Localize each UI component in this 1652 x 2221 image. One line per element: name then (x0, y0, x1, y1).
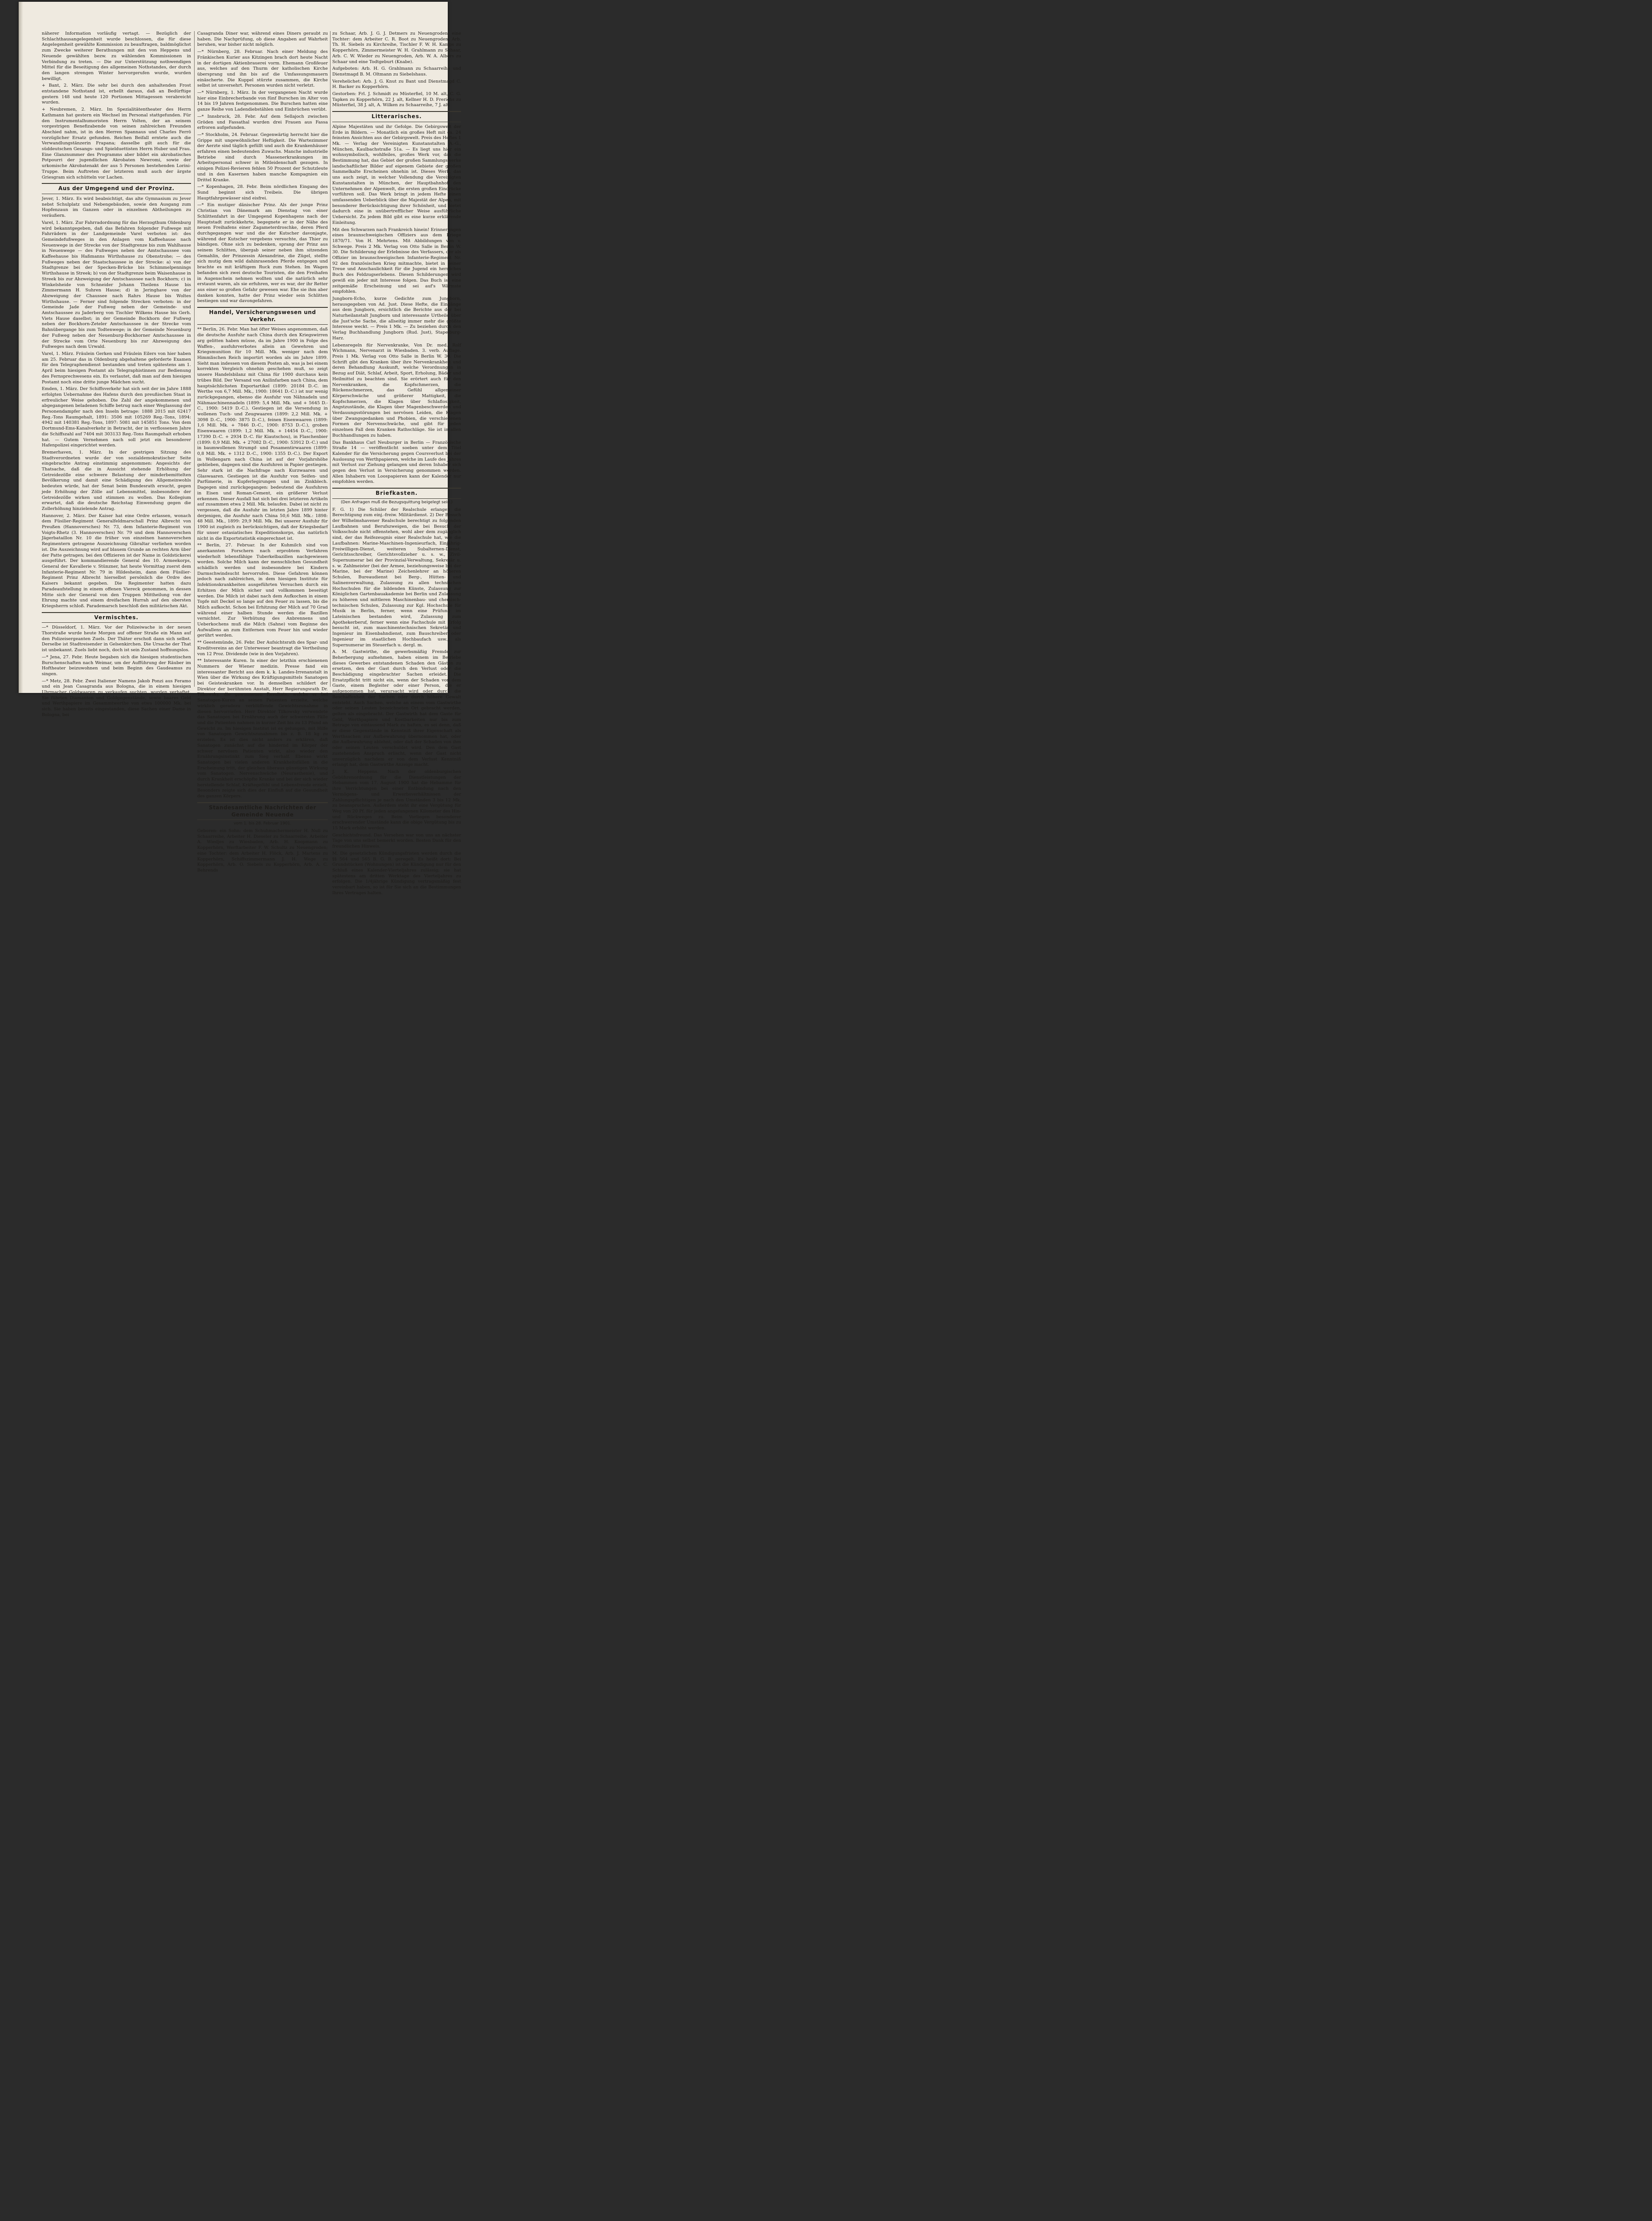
article-text: —* Jena, 27. Febr. Heute begaben sich die hiesigen studentischen Burschenschaften nach Weimar, um der Aufführung der Räuber im Hoftheater beizuwohnen und beim Beginn des Gaudeamus zu singen. (42, 654, 191, 677)
article-text: Jever, 1. März. Es wird beabsichtigt, das alte Gymnasium zu Jever nebst Schulplatz und Nebengebäuden, sowie den Ausgang zum Hopfenzaun im Ganzen oder in einzelnen Abtheilungen zu veräußern. (42, 196, 191, 219)
article-text: ** Interessante Kuren. In einer der letzthin erschienenen Nummern der Wiener medizin. Presse fand ein interessanter Bericht aus dem k. k. Landes-Irrenanstalt in Wien über die Wirkung des Kräftigungsmittels Sanatogen bei Geisteskranken vor. In demselben schildert der Direktor der berühmten Anstalt, Herr Regierungsrath Dr. Tilkowsky, die gewonnenen Resultate, welche er bei Sanatogen-Kuren an seinen Patienten erzielte, welche wirklich geradezu verblüffende Gewichtszunahme in diesen hervorriefen. Herr Direktor Tilkowsky verwendete das Sanatogen bei Ernährung auch der schwersten Fälle und die Patienten nahmen in kurzer Zeit bis zu 13 Pfund an Gewicht zu. Im hiesigen Institut ist es gelungen, mit Hilfe von Sanatogen Gewichtszunahmen bis z. B. 18 kg zu erzielen. Es ist dies nicht anders zu erklären, daß Sanatogen zunächst auf die hindernd im Körper der schwer nervösen Patienten wirkt, also wieder den Ernährungsinstinkt zum Sieg verhalf. Ebenso wirkt Sanatogen bei vielen anderen Krankheitsfällen in die Erscheinung tritt, der gleichen überaus günstigen Wirkung vom Sanatogen. Nervenschwäche (Neurasthenie), und durch Krankheit erschöpfte Kranke und bei der sich wieder herstellende Schlaf, Kräftegefühl und Lebensfreude erzielt, Besonders zeigte sich dies der Einfluß auf die Gesundheit des ganzen Körpers. (197, 658, 328, 799)
article-text: Aufgeboten: Arb. H. G. Grahlmann zu Schaarreihe und Dienstmagd B. M. Oltmann zu Siebelshaus. (332, 66, 461, 77)
section-heading: Litterarisches. (332, 111, 461, 122)
column-divider (194, 31, 195, 687)
article-text: Casagranda Diner war, während eines Diners geraubt zu haben. Die Nachprüfung, ob diese Angaben auf Wahrheit beruhen, war bisher nicht möglich. (197, 31, 328, 48)
section-heading: Standesamtliche Nachrichten der Gemeinde Neuende (197, 802, 328, 820)
article-text: zu Schaar, Arb. J. G. J. Detmers zu Neuengroden; eine Tochter: dem Arbeiter C. R. Boot zu Neuengroden, Arb. Th. H. Siebels zu Kirchreihe, Tischler F. W. H. Kamps zu Kopperhörn, Zimmermeister W. H. Grahlmann zu Schaar, Arb. C. W. Wieder zu Neuengroden, Arb. W. A. Albers zu Schaar und eine Todtgeburt (Knabe). (332, 31, 461, 64)
article-text: —* Kopenhagen, 28. Febr. Beim nördlichen Eingang des Sund beginnt sich Treibeis. Die übrigen Hauptfahrgewässer sind eisfrei. (197, 184, 328, 201)
section-heading: Aus der Umgegend und der Provinz. (42, 183, 191, 194)
article-text: Hannover, 2. März. Der Kaiser hat eine Ordre erlassen, wonach dem Füsilier-Regiment Generalfeldmarschall Prinz Albrecht von Preußen (Hannoversches) Nr. 73, dem Infanterie-Regiment von Voigts-Rhetz (3. Hannoversches) Nr. 79 und dem Hannoverschen Jägerbataillon Nr. 10 die früher von einzelnen hannoverschen Regimentern getragene Auszeichnung Gibraltar verliehen worden ist. Die Auszeichnung wird auf blauem Grunde an rechten Arm über der Patte getragen; bei den Offizieren ist der Name in Goldstickerei ausgeführt. Der kommandierende General des 10. Armeekorps, General der Kavallerie v. Stünzner, hat heute Vormittag zuerst dem Infanterie-Regiment Nr. 79 in Hildesheim, dann dem Füsilier-Regiment Prinz Albrecht hierselbst persönlich die Ordre des Kaisers bekannt gegeben. Die Regimenter hatten dazu Paradeaufstellung in einem offenen Viereck genommen, in dessen Mitte sich der General von den Truppen Mittheilung von der Ehrung machte und einem dreifachen Hurrah auf den obersten Kriegsherrn schloß. Parademarsch beschloß den militärischen Akt. (42, 513, 191, 609)
article-text: —* Innsbruck, 28. Febr. Auf dem Sellajoch zwischen Gröden und Fassathal wurden drei Frauen aus Fassa erfroren aufgefunden. (197, 114, 328, 131)
article-text: Verehelichet: Arb. J. G. Knut zu Bant und Dienstmagd C. H. Backer zu Kopperhörn. (332, 79, 461, 90)
article-text: + Bant, 2. März. Die sehr bei durch den anhaltenden Frost entstandene Nothstand ist, erhellt daraus, daß an Bedürftige gestern 148 und heute 120 Portionen Mittagessen verabreicht wurden. (42, 83, 191, 105)
section-heading: Handel, Versicherungswesen und Verkehr. (197, 307, 328, 325)
article-text: —* Ein mutiger dänischer Prinz. Als der junge Prinz Christian von Dänemark am Dienstag von einer Schlittenfahrt in der Umgegend Kopenhagens nach der Hauptstadt zurückkehrte, begegnete er in der Nähe des neuen Freihafens einer Zagameterdroschke, deren Pferd durchgegangen war und die der Kutscher davonjagte, während der Kutscher vergebens versuchte, das Thier zu bändigen. Ohne sich zu bedenken, sprang der Prinz aus seinem Schlitten, übergab seiner neben ihm sitzenden Gemahlin, der Prinzessin Alexandrine, die Zügel, stellte sich mutig dem wild dahinrasenden Pferde entgegen und brachte es mit kräftigem Ruck zum Stehen. Im Wagen befanden sich zwei deutsche Touristen, die den Freihafen in Augenschein nehmen wollten und die natürlich sehr erstaunt waren, als sie erfuhren, wer es war, der ihr Retter aus einer so großen Gefahr gewesen war. Ehe sie ihm aber danken konnten, hatte der Prinz wieder sein Schlitten bestiegen und war davongefahren. (197, 203, 328, 304)
article-text: ** Geestemünde, 26. Febr. Der Aufsichtsrath des Spar- und Kreditvereins an der Unterweser beantragt die Vertheilung von 12 Proz. Dividende (wie in den Vorjahren). (197, 640, 328, 657)
newspaper-page (19, 2, 461, 896)
article-text: Gestorben: Frl. J. Schmidt zu Müsterfiel, 10 M. alt, C. G. Tapken zu Kopperhörn, 22 J. alt, Kellner H. D. Frerichs zu Müsterfiel, 38 J. alt, A. Wilken zu Schaarreihe, 7 J. alt. (332, 92, 461, 108)
article-text: —* Metz, 28. Febr. Zwei Italiener Namens Jakob Ponzi aus Feramo und ein Jean Casagranda aus Bologna, die in einem hiesigen Uhrmacher Goldwaaren zu verkaufen suchten, wurden verhaftet. Sie führten Diamanten und Goldgegenstände, sowie baares Geld und Werthpapiere im Gesammtwerthe von etwa 100000 Mk. bei sich. Sie haben bereits eingestanden, diese Sachen einer Dame in Bologna, bei (42, 678, 191, 717)
article-text: J. K. Heppens. Nach der oldenburgischen Gebührenordnung für die Dienstleistungen der Hebammen vom 17. August 1900 hat die Hebamme für ihre Verrichtungen bei einer Entbindung nach den Vermögens- und Erwerbsverhältnissen der Zahlungspflichtigen je nach den Umständen 3 bis 12 Mk. zu beanspruchen. Außerdem steht ihr eine Vergütung für Weg von 20 Pf. für jeden angefangenen Kilometer des Hin- und Rückweges zu. Beim Vorliegen besonderer erschwerender Umstände kann die obige Vergütung bis zu 15 Mark erhöht werden. (332, 769, 461, 831)
section-subheading: (Den Anfragen muß die Bezugsquittung beigelegt sein.) (341, 500, 453, 505)
article-text: —* Nürnberg, 28. Februar. Nach einer Meldung des Fränkischen Kurier aus Kitzingen brach dort heute Nacht in der dortigen Aktienbrauerei vorm. Ehemann Großfeuer aus, welches auf den Thurm der katholischen Kirche übersprang und ihn bis auf die Umfassungsmauern einäscherte. Die Kuppel stürzte zusammen, die Kirche selbst ist unversehrt. Personen wurden nicht verletzt. (197, 49, 328, 88)
article-text: Mit den Schwarzen nach Frankreich hinein! Erinnerungen eines braunschweigischen Offiziers aus dem Kriege 1870/71. Von H. Mehrtens. Mit Abbildungen von v. Schwege. Preis 2 Mk. Verlag von Otto Salle in Berlin W. 30. Die Schilderung der Erlebnisse des Verfassers, der als Offizier im braunschweigischen Infanterie-Regiment Nr. 92 den französischen Krieg mitmachte, bietet in seiner Treue und Anschaulichkeit für die Jugend ein herrliches Buch des Feldzugserlebens. Diesen Schilderungen wird gewiß ein jeder mit Interesse folgen. Das Buch ist eine zeitgemäße Erscheinung und sei auf's Wärmste empfohlen. (332, 227, 461, 295)
column-left (42, 31, 191, 717)
article-text: ** Berlin, 27. Februar. In der Kuhmilch sind von anerkannten Forschern nach erprobtem Verfahren wiederholt lebensfähige Tuberkelbazillen nachgewiesen worden. Solche Milch kann der menschlichen Gesundheit schädlich werden und insbesondere bei Kindern Darmschwindsucht hervorrufen. Diese Gefahren können jedoch nach zahlreichen, in dem hiesigen Institute für Infektionskrankheiten ausgeführten Versuchen durch ein Erhitzen der Milch sicher und vollkommen beseitigt werden. Die Milch ist dabei nach dem Aufkochen in einem Topfe mit Deckel so lange auf den Feuer zu lassen, bis die Milch aufkocht. Schon bei Erhitzung der Milch auf 70 Grad während einer halben Stunde werden die Bazillen vernichtet. Zur Verhütung des Anbrennens und Ueberkochens muß die Milch (Sahne) vom Beginne des Aufwallens an zum Entfernen vom Feuer hin und wieder gerührt werden. (197, 543, 328, 638)
article-text: Geboren: ein Sohn: dem Schuhmachermeister H. Null zu Schaarreihe, Arbeiter H. Dieseler zu Schaarreihe, Arbeiter A. Wiedjes zu Wiesbaden, Arb. H. Koopmann zu Kopperhörn, Werftarbeiter F. W. Schultz zu Neuengroden; eine Tochter: dem Arbeiter H. Flöck, Arb. J. Martens zu Kopperhörn, Schiffszimmermann J. H. Wege zu Kopperhörn, Arb. O. Siebels zu Kopperhörn, Arb. A. C. Behrends (197, 828, 328, 873)
article-text: Das Bankhaus Carl Neuburger in Berlin — Französische Straße 14 — veröffentlicht soeben unter dem Titel Kalender für die Versicherung gegen Coursverlust bei der Auslosung von Werthpapieren, welche im Laufe des Jahres mit Verlust zur Ziehung gelangen und deren Inhaber sich gegen den Verlust in Versicherung genommen werden. Allen Inhabern von Loospapieren kann der Kalender nur empfohlen werden. (332, 440, 461, 485)
page-spine-shadow (19, 2, 23, 693)
article-text: M. Die gesetzlichen Kündigungsfristen werden durch die §§ 564 und 565 B. G. B. geregelt. Es heißt dort: Bei Grundstücken (Wohnungen) ist die Kündigung nur für den Schluß eines Kalender-Vierteljahres zulässig; sie hat spätestens am dritten Werktage des Vierteljahres zu erfolgen. Die 1/4jährige Kündigung vertragsmäßig fest vereinbart haben, so ist für Sie sich an die Bestimmungen Ihres Vertrages halten. (332, 851, 461, 896)
article-text: Geschichtsfreund. Das Versehen war von uns an nächster Tage von uns selbst bemerkt worden. Besten Dank für den freundlichen Hinweis. (332, 832, 461, 849)
section-subheading: vom 1. bis 28. Februar 1901. (233, 821, 292, 826)
article-text: Varel, 1. März. Zur Fahrradordnung für das Herzogthum Oldenburg wird bekanntgegeben, daß das Befahren folgender Fußwege mit Fahrrädern in der Landgemeinde Varel verboten ist: des Gemeindefußweges in den Anlagen vom Kaffeehause nach Neuenwege in der Strecke von der Stadtgrenze bis zum Wahlhause in Neuenwege — des Fußweges neben der Amtschaussee vom Kaffeehause bis Haßmanns Wirthshause zu Obenstrohe; — des Fußweges neben der Staatschaussee in der Strecke: a) von der Stadtgrenze bei der Specken-Brücke bis Schimmelpennings Wirthshause in Streek; b) von der Stadtgrenze beim Waisenhause in Streek bis zur Abzweigung der Amtschaussee nach Bockhorn; c) in Winkelsheide von Schneider Johann Theilens Hause bis Zimmermann H. Suhren Hause; d) in Jeringhave von der Abzweigung der Chaussee nach Rahrs Hause bis Woltes Wirthshause. — Ferner sind folgende Strecken verboten: in der Gemeinde Jade der Fußweg neben der Gemeinde- und Amtschaussee zu Jaderberg von Tischler Wilkens Hause bis Gerh. Viets Hause daselbst; in der Gemeinde Bockhorn der Fußweg neben der Bockhorn-Zeteler Amtschaussee in der Strecke vom Bahnübergange bis zum Todtenwege; in der Gemeinde Neuenburg der Fußweg neben der Neuenburg-Bockhorner Amtschaussee in der Strecke vom Orte Neuenburg bis zur Abzweigung des Fußweges nach dem Urwald. (42, 220, 191, 350)
article-text: Varel, 1. März. Fräulein Gerken und Fräulein Eilers von hier haben am 25. Februar das in Oldenburg abgehaltene geforderte Examen für den Telegraphendienst bestanden und treten spätestens am 1. April beim hiesigen Postamt als Telegraphistinnen zur Bedienung des Fernsprechwesens ein. Es verlautet, daß man auf dem hiesigen Postamt noch eine dritte junge Mädchen sucht. (42, 351, 191, 385)
article-text: —* Stockholm, 24. Februar. Gegenwärtig herrscht hier die Grippe mit ungewöhnlicher Heftigkeit. Die Wartezimmer der Aerzte sind täglich gefüllt und auch die Krankenhäuser erfahren einen bedeutenden Zuwachs. Manche industrielle Betriebe sind durch Massenerkrankungen im Arbeitspersonal schwer in Mitleidenschaft gezogen. In einigen Polizei-Revieren fehlen 50 Prozent der Schutzleute und in den Kasernen haben manche Kompagnien ein Drittel Kranke. (197, 132, 328, 183)
article-text: —* Nürnberg, 1. März. In der vergangenen Nacht wurde hier eine Einbrecherbande von fünf Burschen im Alter von 14 bis 19 Jahren festgenommen. Die Burschen hatten eine ganze Reihe von Ladendiebstählen und Einbrüchen verübt. (197, 90, 328, 112)
article-text: Alpine Majestäten und ihr Gefolge. Die Gebirgswelt der Erde in Bildern. — Monatlich ein großes Heft mit ca. 24 feinsten Ansichten aus der Gebirgswelt. Preis des Heftes 1 Mk. — Verlag der Vereinigten Kunstanstalten A.-G., München, Kaulbachstraße 51a. — Es liegt uns hier ein wohnsymbolisch, wohlfeiles, großes Werk vor, das die Bestimmung hat, das Gebiet der großen Sammlungswerke landschaftlicher Bilder auf eigenem Gebiete der großen Sammelkalte Erscheinen ohnehin ist. Dieses Werk, das uns auch zeigt, in welcher Vollendung die Vereinigten Kunstanstalten in München, der Hauptbahnhof den Unternehmen der Alpenwelt, die ersten großen Eindrücke vorführen soll. Das Werk bringt in jedem Hefte einen umfassenden Ueberblick über die Majestät der Alpen, mit besonderer Berücksichtigung ihrer Schönheit, und bietet dadurch eine in unübertrefflicher Weise ausführliche Uebersicht. Zu jedem Bild gibt es eine kurze erklärende Einleitung. (332, 124, 461, 225)
article-text: F. G. 1) Die Schüler der Realschule erlangen die Berechtigung zum einj.-freiw. Militärdienst. 2) Der Besuch der Wilhelmshavener Realschule berechtigt zu folgenden Laufbahnen und Berufszweigen, die bei Besuch der Volksschule nicht offenstehen, wohl aber dem zugänglich sind, der das Reifezeugnis einer Realschule hat, wie die Laufbahnen: Marine-Maschinen-Ingenieurfach, Einjährig-Freiwilligen-Dienst, weiteren Subalternen-Dienst, Gerichtsschreiber, Gerichtsvollzieher u. s. w., Zivil-Supernumerar bei der Provinzial-Verwaltung, Sekretär u. s. w. Zahlmeister (bei der Armee, beziehungsweise bei der Marine, bei der Marine) Zeichenlehrer an höheren Schulen, Bureaudienst bei Berg-, Hütten- und Salinenverwaltung, Zulassung zu allen technischen Hochschulen für die bildenden Künste, Zulassung zur Königlichen Gartenbauakademie bei Berlin und Zulassung zu höheren und mittleren Maschinenbau- und chemisch-technischen Schulen, Zulassung zur Kgl. Hochschule für Musik in Berlin, ferner, wenn eine Prüfung im Lateinischen bestanden wird, Zulassung zum Apothekerberuf, ferner wenn eine Fachschule mit Erfolg besucht ist, zum maschinentechnischen Sekretär und Ingenieur im Eisenbahndienst, zum Bauschreiber oder Ingenieur im staatlichen Hochbaufach usw., als Supernumerar im Steuerfach u. dergl. m. (332, 507, 461, 648)
article-text: ** Berlin, 26. Febr. Man hat öfter Weises angenommen, daß die deutsche Ausfuhr nach China durch den Kriegswirren arg gelitten haben müsse, da im Jahre 1900 in Folge des Waffen-, ausfuhrverbotes allein an Gewehren und Kriegsmunition für 10 Mill. Mk. weniger nach dem Himmlischen Reich importirt worden als im Jahre 1899. Sieht man indessen von diesem Posten ab, was ja bei einem korrekten Vergleich ohnehin geschehen muß, so zeigt unsere Handelsbilanz mit China für 1900 durchaus kein trübes Bild. Der Versand von Anilinfarben nach China, dem hauptsächlichsten Exportartikel (1899: 20184 D.-C. im Werthe von 6,7 Mill. Mk., 1900: 18641 D.-C.) ist nur wenig zurückgegangen, ebenso die Ausfuhr von Nähnadeln und Nähmaschinennadeln (1899: 5,4 Mill. Mk. und + 5645 D.-C., 1900: 5419 D.-C.). Gestiegen ist die Versendung in wollenen Tuch- und Zeugwaaren (1899: 2,2 Mill. Mk. + 3098 D.-C., 1900: 3875 D.-C.), feinen Eisenwaaren (1899: 1,6 Mill. Mk. + 7846 D.-C., 1900: 8753 D.-C.), groben Eisenwaaren (1899: 1,2 Mill. Mk. + 14454 D.-C., 1900: 17390 D.-C. + 2934 D.-C. für Kiautschou), in Flaschenbier (1899: 0,9 Mill. Mk. + 27082 D.-C., 1900: 53912 D.-C.) und in baumwollenen Strumpf- und Posamentirwaaren (1899: 0,8 Mill. Mk. + 1312 D.-C., 1900: 1355 D.-C.). Der Export in Wollengarn nach China ist auf der Vorjahrshöhe geblieben, dagegen sind die Ausfuhren in Papier gestiegen. Sehr stark ist die Nachfrage nach Kurzwaaren und Glaswaaren. Gestiegen ist die Ausfuhr von Seifen- und Parfümerie, in Kupferlegirungen und im Zinkblech. Dagegen sind zurückgegangen: bedeutend die Ausfuhren in Eisen und Roman-Cement, ein größerer Verlust erkennen. Dieser Ausfall hat sich bei drei letzteren Artikeln auf zusammen etwa 2 Mill. Mk. belaufen. Dabei ist nicht zu vergessen, daß die Ausfuhr im letzten Jahre 1899 hinter derjenigen, die Ausfuhr nach China 50,6 Mill. Mk.: 1898: 48 Mill. Mk., 1899: 29,9 Mill. Mk. Bei unserer Ausfuhr für 1900 ist zugleich zu berücksichtigen, daß der Kriegsbedarf für unser ostasiatisches Expeditionskorps, das natürlich nicht in die Exportstatistik eingerechnet ist. (197, 327, 328, 541)
article-text: + Neubremen, 2. März. Im Spezialitätentheater des Herrn Kathmann hat gestern ein Wechsel im Personal stattgefunden. Für den Instrumentalhumoristen Herrn Volten, der an seinem vorgestrigen Benefizabende von seinen zahlreichen Freunden Abschied nahm, ist in den Herren Spannaus und Charles Ferrö vorzüglicher Ersatz gefunden. Reichen Beifall erntete auch die Verwandlungstänzerin Frapana; dasselbe gilt auch für die süddeutschen Gesangs- und Spielduettisten Herrn Huber und Frau. Eine Glanznummer des Programms aber bildet ein akrobatisches Potpourri der jugendlichen Akrobaten Newromi, sowie der urkomische Akrobatenakt der aus 5 Personen bestehenden Lorini-Truppe. Beim Auftreten der letzteren muß auch der ärgste Griesgram sich schütteln vor Lachen. (42, 107, 191, 180)
column-middle (197, 31, 328, 873)
article-text: Jungborn-Echo, kurze Gedichte zum Jungborn, herausgegeben von Ad. Just. Diese Hefte, die Eingänge aus dem Jungborn, ersichtlich die Berichte aus der bei Naturheilanstalt Jungborn und interessante Urtheile über die Just'sche Sache, die allseitig immer mehr die größte Interesse weckt. — Preis 1 Mk. — Zu beziehen durch den Verlag Buchhandlung Jungborn (Rud. Just), Stapelburg-Harz. (332, 296, 461, 341)
section-heading: Vermischtes. (42, 612, 191, 623)
article-text: —* Düsseldorf, 1. März. Vor der Polizeiwache in der neuen Thorstraße wurde heute Morgen auf offener Straße ein Mann auf den Polizeisergeanten Zuels. Der Thäter erschoß dann sich selbst. Derselbe ist Stadtreisender in Gelsenkirchen. Die Ursache der That ist unbekannt. Zuels liebt noch, doch ist sein Zustand hoffnungslos. (42, 625, 191, 653)
article-text: Lebensregeln für Nervenkranke, Von Dr. med. Rolf Wichmann, Nervenarzt in Wiesbaden. 3. verb. Auflage. Preis 1 Mk. Verlag von Otto Salle in Berlin W. 30. Die Schrift gibt den Kranken über ihre Nervenkrankheit und deren Behandlung Auskunft, welche Verordnungen in Bezug auf Diät, Schlaf, Arbeit, Sport, Erholung, Bäder und Heilmittel zu beachten sind. Sie erörtert auch für den Nervenkranken, die Kopfschmerzen, die Rückenschmerzen, das Gefühl allgemeiner Körperschwäche und größerer Mattigkeit, die Kopfschmerzen, die Klagen über Schlaflosigkeit, Angstzustände, die Klagen über Magenbeschwerden und Verdauungsstörungen bei nervösen Leiden, die Klagen über Zwangsgedanken und Phobien, die verschiedenen Formen der Nervenschwäche, und gibt für jeden einzelnen Fall dem Kranken Rathschläge. Sie ist in allen Buchhandlungen zu haben. (332, 342, 461, 438)
article-text: Emden, 1. März. Der Schiffsverkehr hat sich seit der im Jahre 1888 erfolgten Uebernahme des Hafens durch den preußischen Staat in erfreulicher Weise gehoben. Die Zahl der angekommenen und abgegangenen beladenen Schiffe betrug nach einer Weglassung der Personendampfer nach den Inseln betrage: 1888 2015 mit 62417 Reg.-Tons Raumgehalt, 1891: 3506 mit 105269 Reg.-Tons, 1894: 4942 mit 140381 Reg.-Tons, 1897: 5081 mit 145851 Tons. Von dem Dortmund-Ems-Kanalverkehr in Betracht, der in verflossenen Jahre die Schiffszahl auf 7404 mit 303133 Reg.-Tons Raumgehalt erhoben hat. — Gutem Vernehmen nach soll jetzt ein besonderer Hafenpolizei eingerichtet werden. (42, 386, 191, 448)
article-text: näherer Information vorläufig vertagt. — Bezüglich der Schlachthausangelegenheit wurde beschlossen, die für diese Angelegenheit gewählte Kommission zu beauftragen, baldmöglichst zum Zwecke weiterer Berathungen mit den von Heppens und Neuende gewählten bezw. zu wählenden Kommissionen in Verbindung zu treten. — Die zur Unterstützung nothwendigen Mittel für die Beseitigung des allgemeinen Nothstandes, der durch den langen strengen Winter hervorgerufen wurde, wurden bewilligt. (42, 31, 191, 81)
section-heading: Briefkasten. (332, 488, 461, 499)
column-right (332, 31, 461, 896)
article-text: A. M. Gastwirthe, die gewerbsmäßig Fremde zur Beherbergung aufnehmen, haben einem im Betriebe dieses Gewerbes entstandenen Schaden den Gästen zu ersetzen, den der Gast durch den Verlust oder die Beschädigung eingebrachter Sachen erleidet. Die Ersatzpflicht tritt nicht ein, wenn der Schaden von dem Gaste, einem Begleiter oder einer Person, die er aufgenommen hat, verursacht wird oder durch die Beschaffenheit der Sachen oder durch höhere Gewalt entsteht. Auch Sachen, welche an einem vom Gastwirthe oder seinen Leuten bezeichneten Ort gebracht werden, gelten als eingebracht. Der Gastwirth hat dem Gaste für Geld, Werthpapiere und Kostbarkeiten nur bis zum Betrage von eintausend Mark zu haften, es sei denn, daß er diese Gegenstände in Kenntniß ihrer Eigenschaft als Werthsachen zur Aufbewahrung übernommen hat, oder die Aufbewahrung ablehnt, oder daß der Schaden von ihm oder seinen Leuten verschuldet wird. Den dem Gast zustehenden Anspruch erlischt, wenn der Gast nicht unverzüglich nachdem er von dem Verlust Kenntniß erlangt hat, dem Gastwirthe Anzeige macht. (332, 649, 461, 768)
article-text: Bremerhaven, 1. März. In der gestrigen Sitzung des Stadtverordneten wurde der von sozialdemokratischer Seite eingebrachte Antrag einstimmig angenommen: Angesichts der Thatsache, daß die in Aussicht stehende Erhöhung der Getreidezölle eine schwere Belastung der minderbemittelten Bevölkerung und damit eine Schädigung des Allgemeinwohls bedeuten würde, hat der Senat beim Bundesrath ersucht, gegen jede Erhöhung der Zölle auf Lebensmittel, insbesondere der Getreidezölle wirken und stimmen zu wollen. Das Kollegium erwartet, daß die deutsche Reichstag Einwendung gegen die Zollerhöhung hinzielende Antrag. (42, 450, 191, 511)
